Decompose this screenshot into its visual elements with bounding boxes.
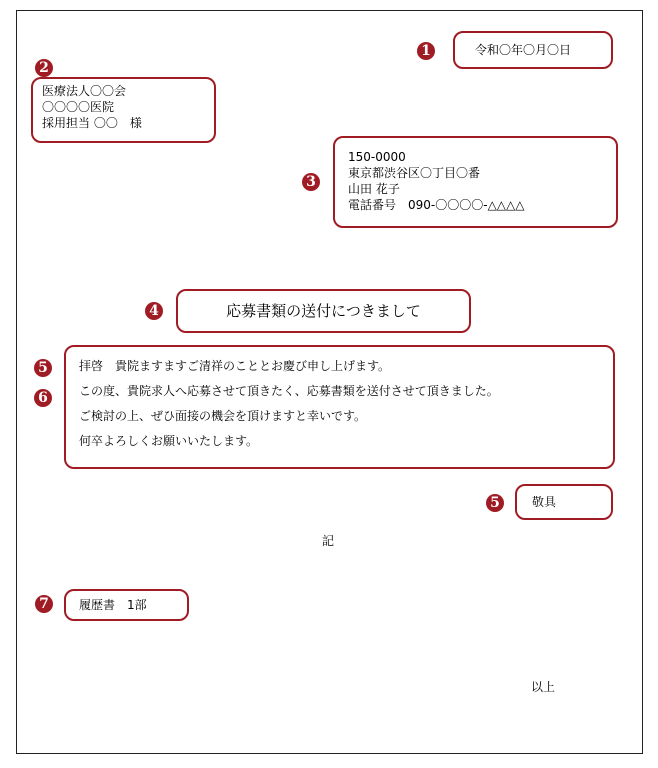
sender-box	[333, 136, 618, 228]
sender-name: 山田 花子	[348, 182, 400, 196]
body-box	[64, 345, 615, 469]
marker-4: 4	[145, 302, 163, 320]
subject-title: 応募書類の送付につきまして	[226, 302, 421, 320]
closing-box	[515, 484, 613, 520]
letter-page	[16, 10, 643, 754]
date-box	[453, 31, 613, 69]
enclosure-box	[64, 589, 189, 621]
marker-6: 6	[34, 389, 52, 407]
recipient-line-1: 医療法人〇〇会	[42, 84, 127, 98]
body-line-2: この度、貴院求人へ応募させて頂きたく、応募書類を送付させて頂きました。	[79, 384, 499, 398]
sender-postal: 150-0000	[348, 150, 406, 164]
closing-text: 敬具	[532, 495, 557, 509]
recipient-line-2: 〇〇〇〇医院	[42, 100, 115, 114]
marker-2: 2	[35, 59, 53, 77]
sender-address: 東京都渋谷区〇丁目〇番	[348, 166, 481, 180]
date-text: 令和〇年〇月〇日	[475, 43, 572, 57]
marker-3: 3	[302, 173, 320, 191]
recipient-line-3: 採用担当 〇〇 様	[42, 116, 142, 130]
recipient-box	[31, 77, 216, 143]
sender-phone: 電話番号 090-〇〇〇〇-△△△△	[348, 198, 525, 212]
subject-box	[176, 289, 471, 333]
marker-1: 1	[417, 42, 435, 60]
body-line-1: 拝啓 貴院ますますご清祥のこととお慶び申し上げます。	[79, 359, 391, 373]
marker-5: 5	[34, 359, 52, 377]
ki-text: 記	[322, 534, 335, 548]
enclosure-text: 履歴書 1部	[79, 598, 147, 612]
body-line-4: 何卒よろしくお願いいたします。	[79, 434, 259, 448]
marker-5-closing: 5	[486, 494, 504, 512]
body-line-3: ご検討の上、ぜひ面接の機会を頂けますと幸いです。	[79, 409, 367, 423]
ijo-text: 以上	[531, 680, 556, 694]
marker-7: 7	[35, 595, 53, 613]
